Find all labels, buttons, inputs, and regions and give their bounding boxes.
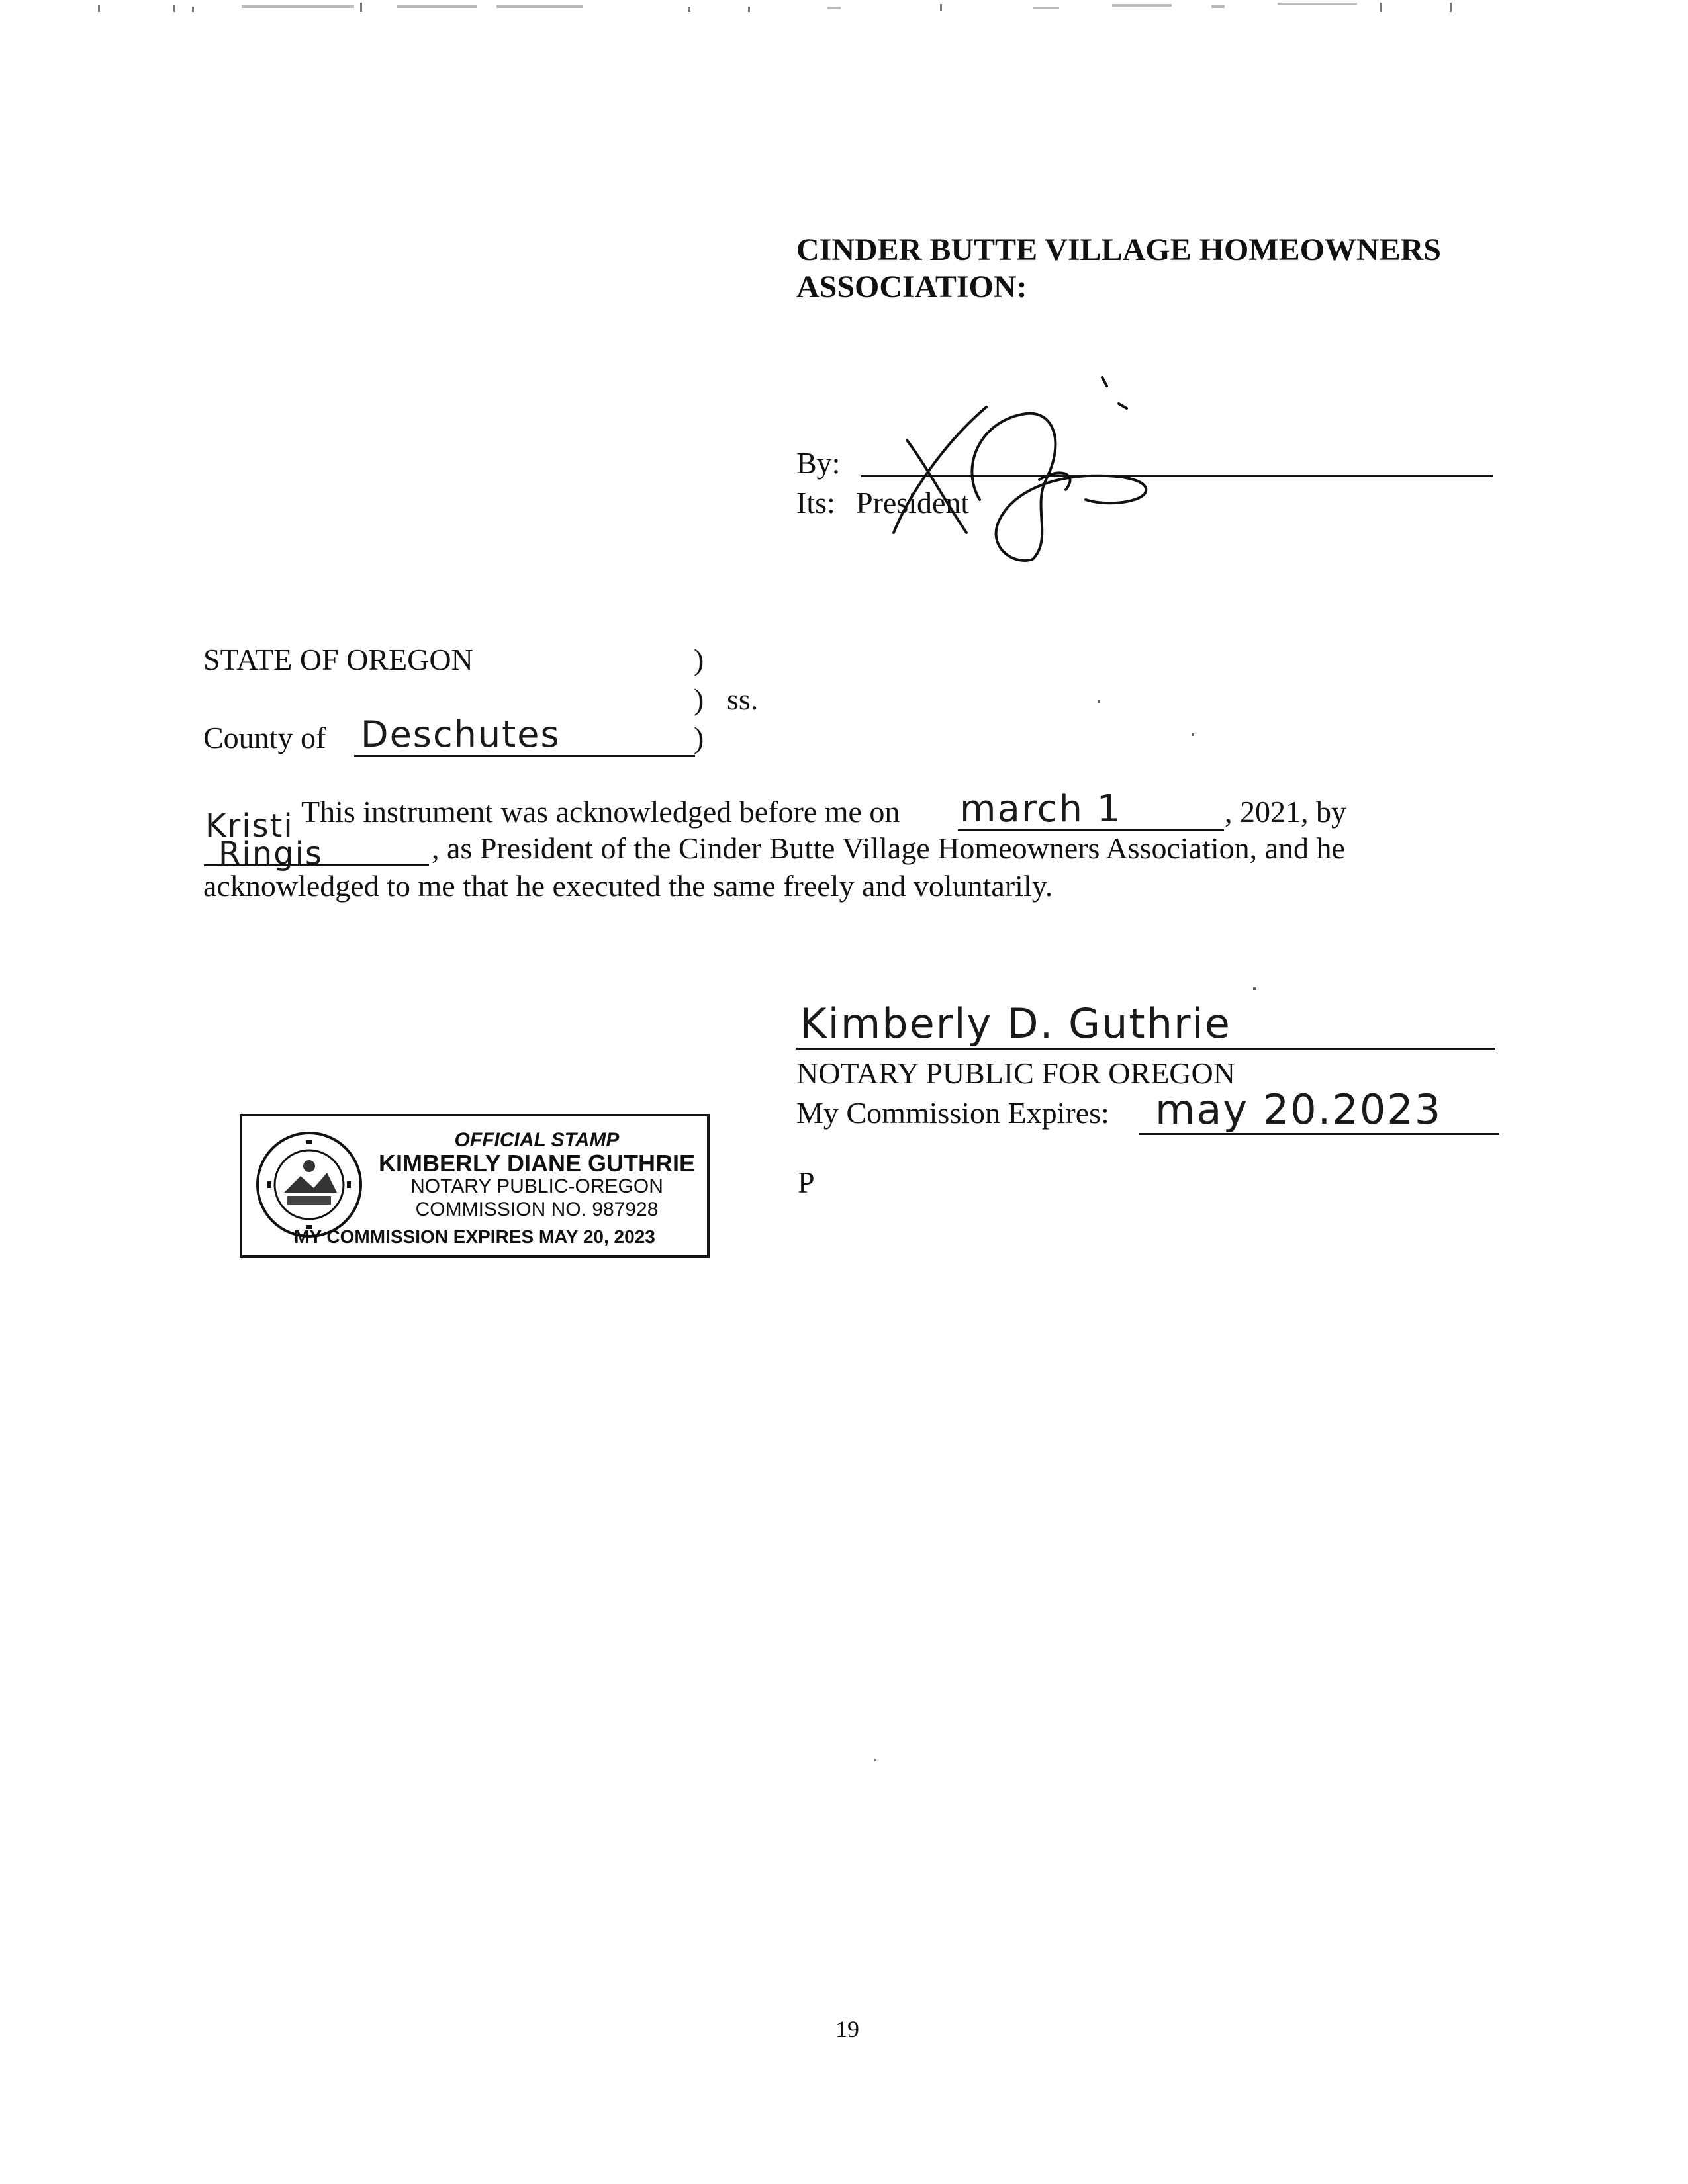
its-label: Its: (796, 486, 835, 520)
acknowledgment-line-3: acknowledged to me that he executed the same freely and voluntarily. (203, 869, 1053, 903)
commission-expires-underline (1139, 1133, 1499, 1135)
county-label: County of (203, 721, 326, 754)
acknowledgment-name-underline (204, 864, 429, 866)
stamp-commission-number: COMMISSION NO. 987928 (415, 1199, 659, 1220)
president-signature-graphic (867, 367, 1178, 566)
acknowledgment-date-handwritten: march 1 (960, 788, 1122, 831)
venue-bracket: ) (694, 721, 704, 754)
county-underline (354, 755, 695, 757)
organization-heading-line-2: ASSOCIATION: (796, 269, 1027, 304)
acknowledgment-line-1: This instrument was acknowledged before me on (301, 795, 900, 829)
acknowledgment-name-handwritten-line-1: Kristi (205, 807, 294, 844)
scan-speck (874, 1759, 876, 1761)
by-label: By: (796, 446, 841, 480)
stamp-role: NOTARY PUBLIC-OREGON (410, 1175, 663, 1197)
scan-speck (1192, 733, 1194, 736)
notary-signature: Kimberly D. Guthrie (800, 999, 1231, 1048)
acknowledgment-line-2: , as President of the Cinder Butte Village Homeowners Association, and he (432, 831, 1345, 865)
official-stamp (240, 1114, 710, 1258)
venue-bracket: ) (694, 643, 704, 676)
organization-heading (796, 232, 1591, 306)
scan-speck (1098, 700, 1100, 703)
ss-label: ss. (727, 682, 759, 716)
commission-expires-handwritten: may 20.2023 (1155, 1085, 1442, 1134)
commission-expires-label: My Commission Expires: (796, 1096, 1109, 1130)
stamp-title: OFFICIAL STAMP (454, 1129, 620, 1151)
scan-artifact-strip (0, 0, 1688, 16)
page-number: 19 (835, 2016, 859, 2042)
state-seal-icon (254, 1130, 364, 1240)
venue-bracket: ) (694, 682, 704, 716)
county-handwritten-value: Deschutes (361, 713, 561, 755)
acknowledgment-name-handwritten-line-2: Ringis (218, 835, 323, 872)
state-label: STATE OF OREGON (203, 643, 473, 676)
notary-signature-line (796, 1048, 1495, 1050)
its-value: President (856, 486, 970, 520)
stamp-expiration: MY COMMISSION EXPIRES MAY 20, 2023 (294, 1226, 655, 1247)
scan-speck (1253, 987, 1256, 990)
stamp-text-block (371, 1128, 702, 1221)
acknowledgment-year-text: , 2021, by (1225, 795, 1346, 829)
organization-heading-line-1: CINDER BUTTE VILLAGE HOMEOWNERS (796, 232, 1441, 267)
notary-title: NOTARY PUBLIC FOR OREGON (796, 1056, 1235, 1090)
stamp-notary-name: KIMBERLY DIANE GUTHRIE (378, 1150, 696, 1177)
notary-initial: P (798, 1165, 815, 1199)
scan-artifact-marks (0, 0, 1688, 16)
